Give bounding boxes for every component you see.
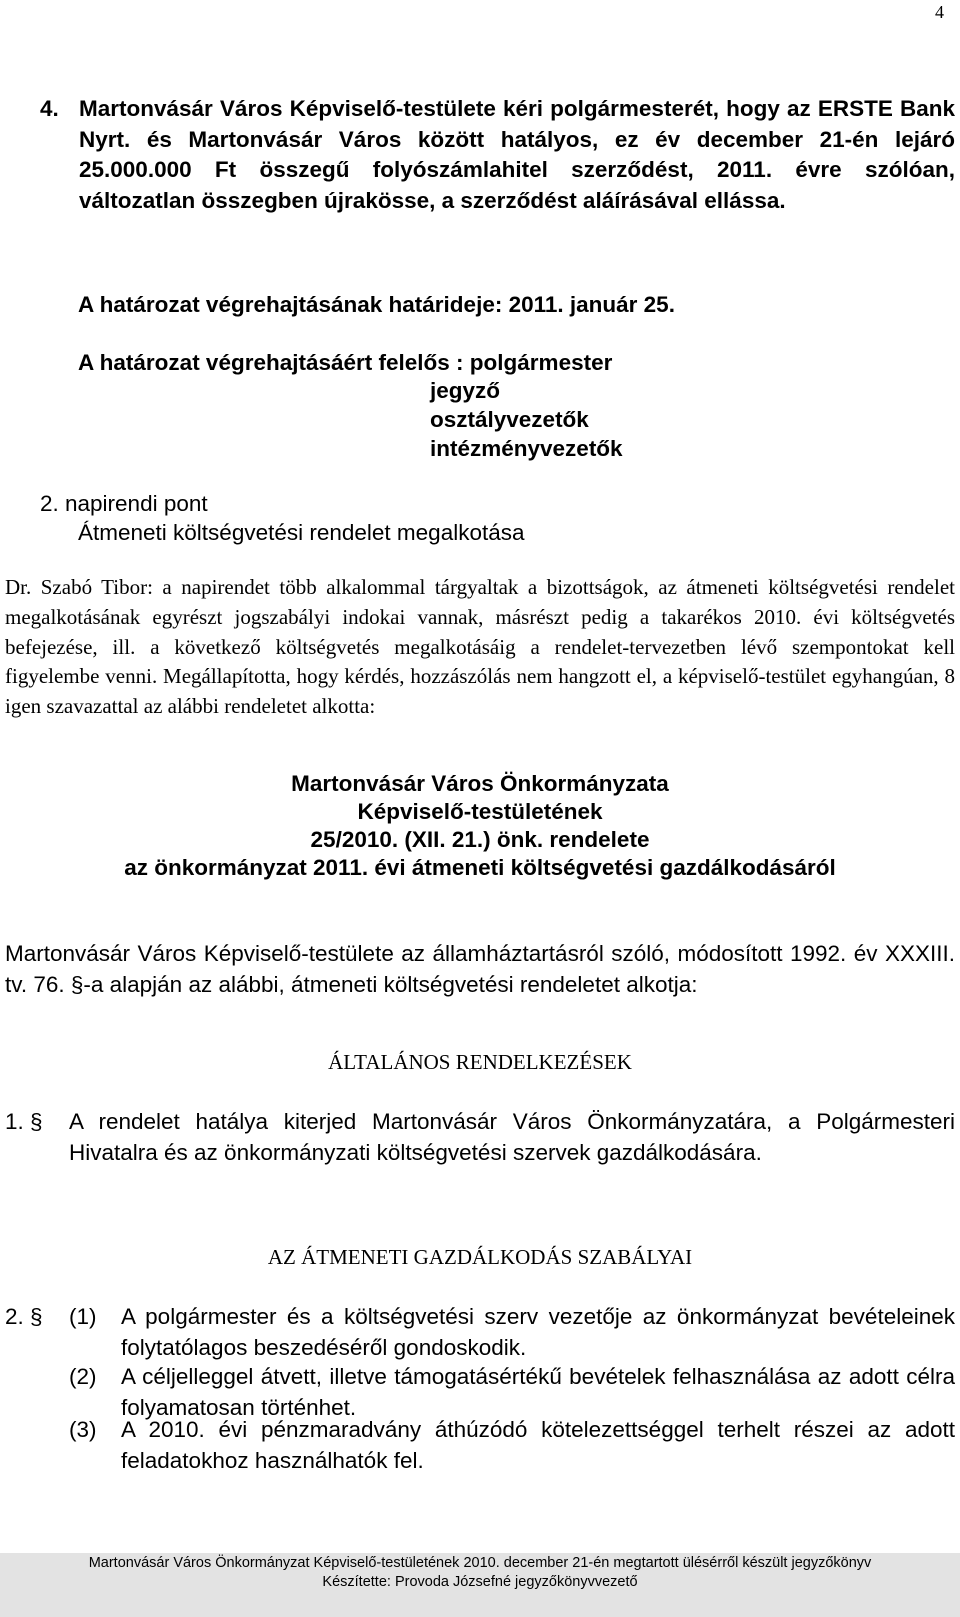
responsible-heading: A határozat végrehajtásáért felelős : polgármester bbox=[78, 350, 613, 375]
subsection-number: (3) bbox=[69, 1417, 97, 1442]
section-heading: ÁLTALÁNOS RENDELKEZÉSEK bbox=[328, 1050, 632, 1074]
subsection-number: (1) bbox=[69, 1304, 97, 1329]
responsible-person: jegyző bbox=[430, 378, 501, 403]
ordinance-title-line: Martonvásár Város Önkormányzata bbox=[291, 771, 669, 796]
article-number: 2. § bbox=[5, 1304, 43, 1329]
page-number: 4 bbox=[935, 2, 944, 22]
subsection-text: A céljelleggel átvett, illetve támogatásértékű bevételek felhasználása az adott célra folyamatosan történhet. bbox=[121, 1364, 955, 1420]
item-text: Martonvásár Város Képviselő-testülete kéri polgármesterét, hogy az ERSTE Bank Nyrt. és Martonvásár Város között hatályos, ez év december 21-én lejáró 25.000.000 Ft összegű folyószámlahitel szerződést, 2011. évre szólóan, változatlan összegben újrakösse, a szerződést aláírásával ellássa. bbox=[79, 96, 955, 213]
footer-line: Martonvásár Város Önkormányzat Képviselő-testületének 2010. december 21-én megtartott ülésérről készült jegyzőkönyv bbox=[88, 1555, 872, 1571]
item-number: 4. bbox=[40, 96, 59, 121]
page-footer bbox=[0, 1553, 960, 1617]
section-heading: AZ ÁTMENETI GAZDÁLKODÁS SZABÁLYAI bbox=[267, 1245, 693, 1269]
ordinance-title-line: 25/2010. (XII. 21.) önk. rendelete bbox=[310, 827, 650, 852]
responsible-person: intézményvezetők bbox=[430, 436, 623, 461]
subsection-text: A 2010. évi pénzmaradvány áthúzódó kötelezettséggel terhelt részei az adott feladatokhoz használhatók fel. bbox=[121, 1417, 955, 1473]
ordinance-title-line: az önkormányzat 2011. évi átmeneti költségvetési gazdálkodásáról bbox=[124, 855, 836, 880]
responsible-person: osztályvezetők bbox=[430, 407, 589, 432]
article-number: 1. § bbox=[5, 1109, 43, 1134]
subsection-text: A polgármester és a költségvetési szerv vezetője az önkormányzat bevételeinek folytatólagos beszedéséről gondoskodik. bbox=[121, 1304, 955, 1360]
footer-line: Készítette: Provoda Józsefné jegyzőkönyvvezető bbox=[322, 1574, 638, 1590]
minutes-paragraph: Dr. Szabó Tibor: a napirendet több alkalommal tárgyaltak a bizottságok, az átmeneti költségvetési rendelet megalkotásának egyrészt jogszabályi indokai vannak, másrészt pedig a takarékos 2010. évi költségvetés befejezése, ill. a következő költségvetés megalkotásáig a rendelet-tervezetben lévő szempontokat kell figyelembe venni. Megállapította, hogy kérdés, hozzászólás nem hangzott el, a képviselő-testület egyhangúan, 8 igen szavazattal az alábbi rendeletet alkotta: bbox=[5, 575, 955, 719]
preamble: Martonvásár Város Képviselő-testülete az államháztartásról szóló, módosított 1992. év XXXIII. tv. 76. §-a alapján az alábbi, átmeneti költségvetési rendeletet alkotja: bbox=[5, 941, 955, 997]
agenda-number: 2. napirendi pont bbox=[40, 491, 208, 516]
deadline-line: A határozat végrehajtásának határideje: 2011. január 25. bbox=[78, 292, 675, 317]
subsection-number: (2) bbox=[69, 1364, 97, 1389]
agenda-title: Átmeneti költségvetési rendelet megalkotása bbox=[78, 520, 525, 545]
article-text: A rendelet hatálya kiterjed Martonvásár Város Önkormányzatára, a Polgármesteri Hivatalra és az önkormányzati költségvetési szervek gazdálkodására. bbox=[69, 1109, 955, 1165]
ordinance-title-line: Képviselő-testületének bbox=[357, 799, 603, 824]
